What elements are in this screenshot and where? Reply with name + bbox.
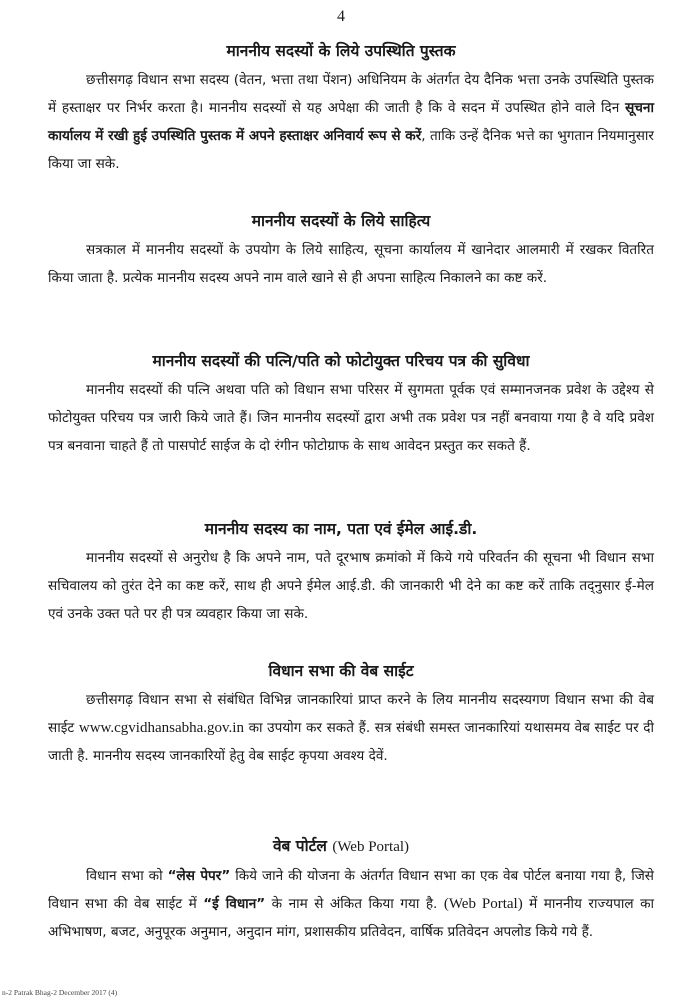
section-contact-details	[0, 518, 682, 628]
section-paragraph: माननीय सदस्यों की पत्नि अथवा पति को विधान सभा परिसर में सुगमता पूर्वक एवं सम्मानजनक प्रवेश के उद्देश्य से फोटोयुक्त परिचय पत्र जारी किये जाते हैं। जिन माननीय सदस्यों द्वारा अभी तक प्रवेश पत्र नहीं बनवाया गया है वे यदि प्रवेश पत्र बनवाना चाहते हैं तो पासपोर्ट साईज के दो रंगीन फोटोग्राफ के साथ आवेदन प्रस्तुत कर सकते हैं.	[48, 382, 654, 454]
footer-print-info: n-2 Patrak Bhag-2 December 2017 (4)	[2, 988, 118, 997]
section-website	[0, 660, 682, 770]
section-paragraph: सत्रकाल में माननीय सदस्यों के उपयोग के लिये साहित्य, सूचना कार्यालय में खानेदार आलमारी में रखकर वितरित किया जाता है. प्रत्येक माननीय सदस्य अपने नाम वाले खाने से ही अपना साहित्य निकालने का कष्ट करें.	[48, 242, 654, 286]
section-attendance-register	[0, 40, 682, 178]
section-heading: माननीय सदस्यों की पत्नि/पति को फोटोयुक्त परिचय पत्र की सुविधा	[152, 352, 530, 370]
website-url: www.cgvidhansabha.gov.in	[78, 720, 244, 736]
section-heading: माननीय सदस्यों के लिये साहित्य	[251, 212, 431, 230]
section-heading: वेब पोर्टल (Web Portal)	[272, 837, 410, 855]
section-literature	[0, 210, 682, 292]
section-heading: माननीय सदस्यों के लिये उपस्थिति पुस्तक	[226, 42, 456, 60]
section-web-portal	[0, 835, 682, 946]
section-paragraph: छत्तीसगढ़ विधान सभा से संबंधित विभिन्न जानकारियां प्राप्त करने के लिय माननीय सदस्यगण विधान सभा की वेब साईट www.cgvidhansabha.gov.in का उपयोग कर सकते हैं. सत्र संबंधी समस्त जानकारियां यथासमय वेब साईट पर दी जाती है. माननीय सदस्य जानकारियों हेतु वेब साईट कृपया अवश्य देवें.	[48, 692, 655, 764]
section-heading: विधान सभा की वेब साईट	[268, 662, 414, 680]
page-number: 4	[337, 8, 345, 25]
section-paragraph: विधान सभा को “लेस पेपर” किये जाने की योजना के अंतर्गत विधान सभा का एक वेब पोर्टल बनाया गया है, जिसे विधान सभा की वेब साईट में “ई विधान” के नाम से अंकित किया गया है. (Web Portal) में माननीय राज्यपाल का अभिभाषण, बजट, अनुपूरक अनुमान, अनुदान मांग, प्रशासकीय प्रतिवेदन, वार्षिक प्रतिवेदन अपलोड किये गये हैं.	[48, 868, 655, 940]
section-heading: माननीय सदस्य का नाम, पता एवं ईमेल आई.डी.	[204, 520, 478, 538]
section-spouse-id-card	[0, 350, 682, 460]
section-paragraph: माननीय सदस्यों से अनुरोध है कि अपने नाम, पते दूरभाष क्रमांको में किये गये परिवर्तन की सूचना भी विधान सभा सचिवालय को तुरंत देने का कष्ट करें, साथ ही अपने ईमेल आई.डी. की जानकारी भी देने का कष्ट करें ताकि तद्नुसार ई-मेल एवं उनके उक्त पते पर ही पत्र व्यवहार किया जा सके.	[48, 550, 654, 622]
section-paragraph: छत्तीसगढ़ विधान सभा सदस्य (वेतन, भत्ता तथा पेंशन) अधिनियम के अंतर्गत देय दैनिक भत्ता उनके उपस्थिति पुस्तक में हस्ताक्षर पर निर्भर करता है। माननीय सदस्यों से यह अपेक्षा की जाती है कि वे सदन में उपस्थित होने वाले दिन सूचना कार्यालय में रखी हुई उपस्थिति पुस्तक में अपने हस्ताक्षर अनिवार्य रूप से करें, ताकि उन्हें दैनिक भत्ते का भुगतान नियमानुसार किया जा सके.	[48, 72, 654, 172]
